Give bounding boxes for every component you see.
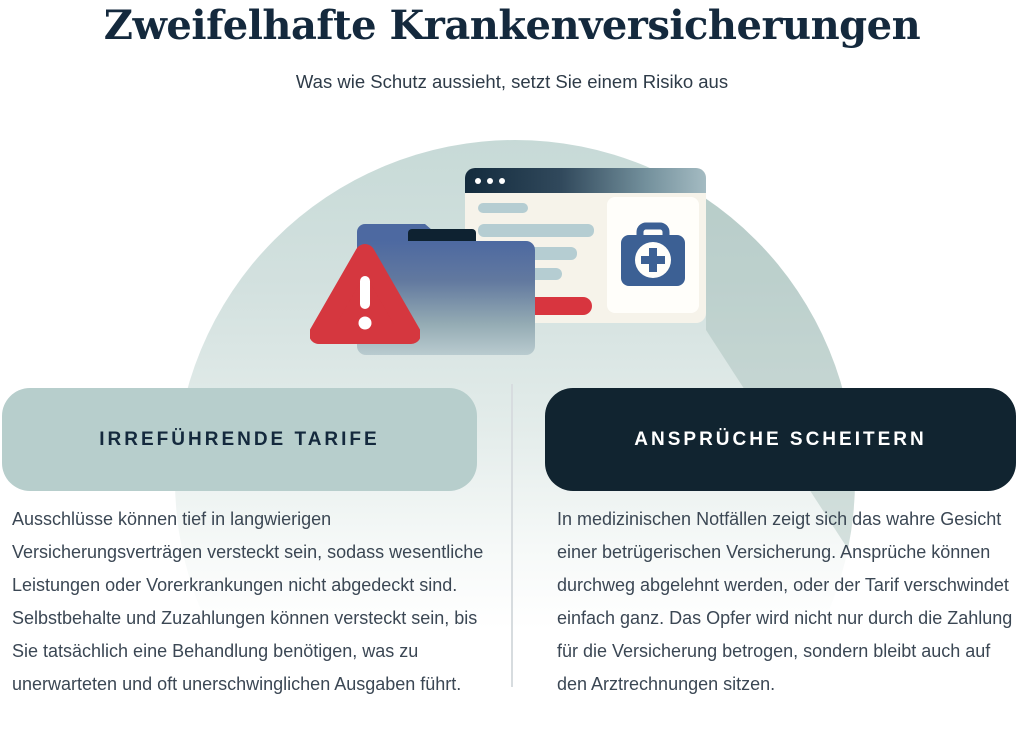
browser-titlebar xyxy=(465,168,706,193)
card-header-ansprueche-scheitern: ANSPRÜCHE SCHEITERN xyxy=(545,388,1016,491)
page-title: Zweifelhafte Krankenversicherungen xyxy=(103,2,921,49)
browser-dot-icon xyxy=(487,178,493,184)
page-subtitle: Was wie Schutz aussieht, setzt Sie einem Risiko aus xyxy=(295,71,729,92)
warning-triangle-icon xyxy=(310,240,420,350)
placeholder-text-bar xyxy=(478,224,594,237)
browser-dot-icon xyxy=(475,178,481,184)
card-header-irrefuehrende-tarife: IRREFÜHRENDE TARIFE xyxy=(2,388,477,491)
placeholder-text-bar xyxy=(478,203,528,213)
browser-dot-icon xyxy=(499,178,505,184)
card-body-irrefuehrende-tarife: Ausschlüsse können tief in langwierigen Versicherungsverträgen versteckt sein, sodass wesentliche Leistungen oder Vorerkrankungen nicht abgedeckt sind. Selbstbehalte und Zuzahlungen können versteckt sein, bis Sie tatsächlich eine Behandlung benötigen, was zu unerwarteten und oft unerschwinglichen Ausgaben führt. xyxy=(12,509,484,694)
column-divider xyxy=(511,384,513,687)
card-body-ansprueche-scheitern: In medizinischen Notfällen zeigt sich das wahre Gesicht einer betrügerischen Versicherung. Ansprüche können durchweg abgelehnt werden, oder der Tarif verschwindet einfach ganz. Das Opfer wird nicht nur durch die Zahlung für die Versicherung betrogen, sondern bleibt auch auf den Arztrechnungen sitzen. xyxy=(557,509,1013,694)
first-aid-kit-icon xyxy=(618,222,688,288)
browser-side-panel xyxy=(607,197,699,313)
